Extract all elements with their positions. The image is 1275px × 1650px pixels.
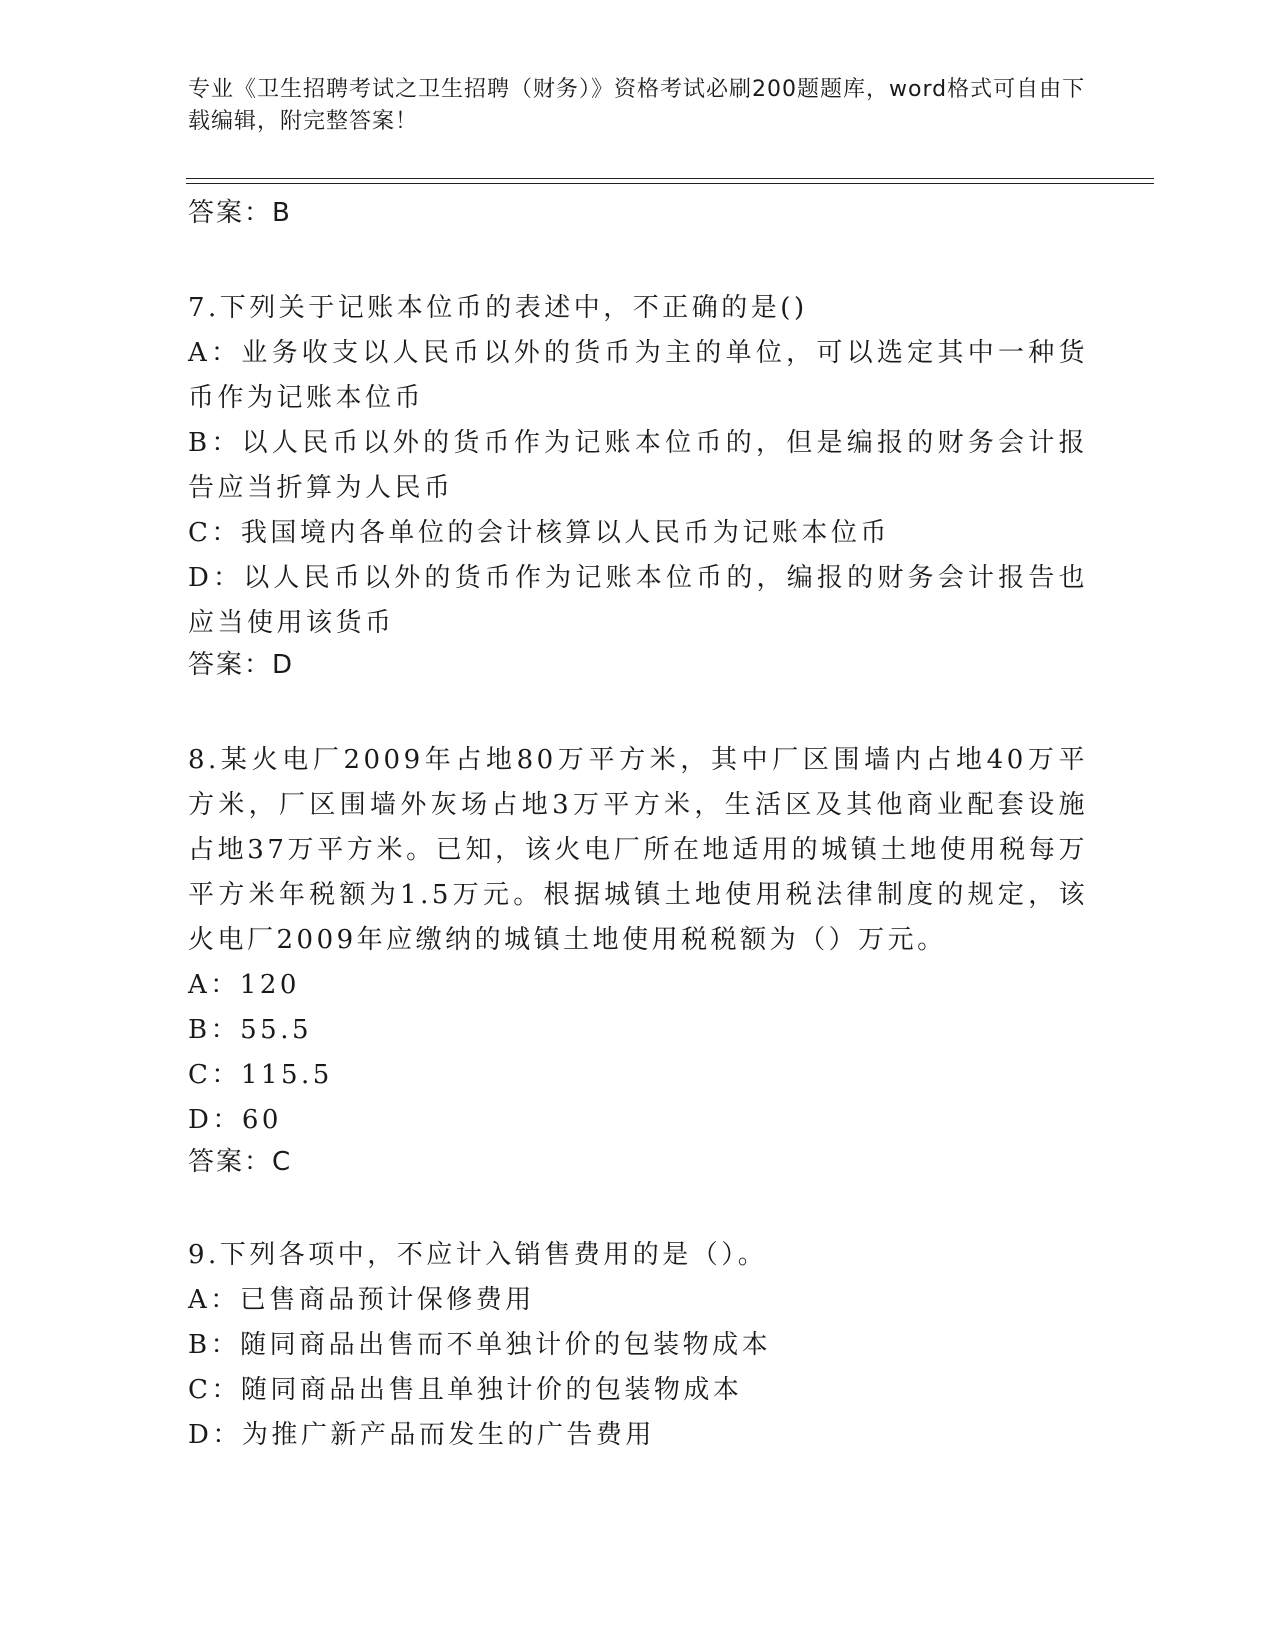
option-c: C：我国境内各单位的会计核算以人民币为记账本位币 <box>188 518 890 548</box>
option-b: B：55.5 <box>188 1015 312 1045</box>
option-a: A：120 <box>188 970 300 1000</box>
question-stem: 9.下列各项中，不应计入销售费用的是（）。 <box>188 1240 768 1270</box>
option-a: A：业务收支以人民币以外的货币为主的单位，可以选定其中一种货币作为记账本位币 <box>188 338 1088 413</box>
question-answer: 答案：C <box>188 1147 293 1177</box>
header-divider-top <box>186 178 1154 179</box>
question-9 <box>188 1233 1088 1458</box>
option-b: B：以人民币以外的货币作为记账本位币的，但是编报的财务会计报告应当折算为人民币 <box>188 428 1088 503</box>
question-stem: 8.某火电厂2009年占地80万平方米，其中厂区围墙内占地40万平方米，厂区围墙外灰场占地3万平方米，生活区及其他商业配套设施占地37万平方米。已知，该火电厂所在地适用的城镇土地使用税每万平方米年税额为1.5万元。根据城镇土地使用税法律制度的规定，该火电厂2009年应缴纳的城镇土地使用税税额为（）万元。 <box>188 745 1088 955</box>
option-a: A：已售商品预计保修费用 <box>188 1285 535 1315</box>
question-stem: 7.下列关于记账本位币的表述中，不正确的是() <box>188 293 808 323</box>
option-c: C：115.5 <box>188 1060 333 1090</box>
header-divider-bottom <box>186 183 1154 184</box>
question-answer: 答案：D <box>188 650 295 680</box>
option-d: D：60 <box>188 1105 282 1135</box>
question-8 <box>188 738 1088 1179</box>
option-d: D：为推广新产品而发生的广告费用 <box>188 1420 655 1450</box>
option-b: B：随同商品出售而不单独计价的包装物成本 <box>188 1330 772 1360</box>
previous-answer: 答案：B <box>188 198 292 228</box>
option-c: C：随同商品出售且单独计价的包装物成本 <box>188 1375 743 1405</box>
question-7 <box>188 286 1088 682</box>
question-content <box>188 190 1088 1458</box>
page-header: 专业《卫生招聘考试之卫生招聘（财务）》资格考试必刷200题题库，word格式可自由下载编辑，附完整答案！ <box>188 77 1086 134</box>
option-d: D：以人民币以外的货币作为记账本位币的，编报的财务会计报告也应当使用该货币 <box>188 563 1088 638</box>
